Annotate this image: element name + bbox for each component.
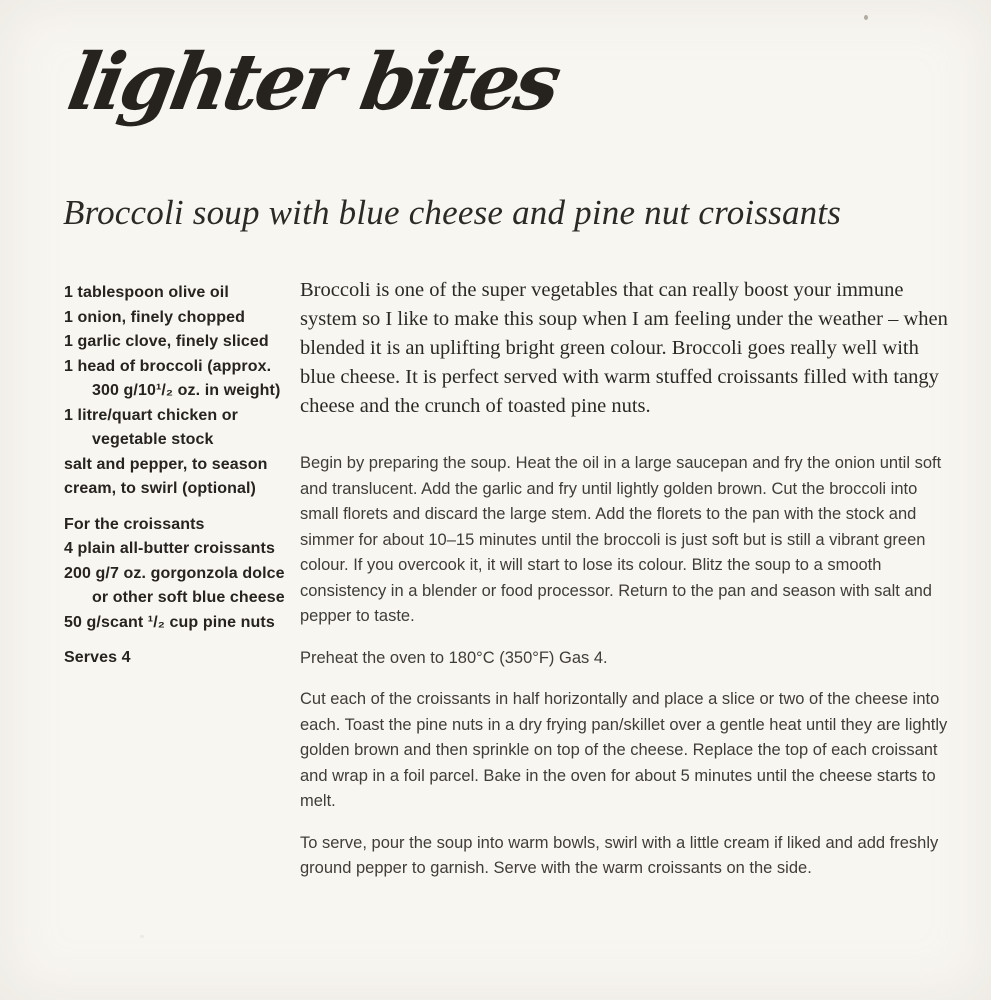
- method-paragraph: Begin by preparing the soup. Heat the oil in a large saucepan and fry the onion until soft and translucent. Add the garlic and fry until lightly golden brown. Cut the broccoli into small florets and discard the large stem. Add the florets to the pan with the stock and simmer for about 10–15 minutes until the broccoli is just soft but is still a vibrant green colour. If you overcook it, it will start to lose its colour. Blitz the soup to a smooth consistency in a blender or food processor. Return to the pan and season with salt and pepper to taste.: [300, 454, 942, 625]
- ingredient-item-continuation: 300 g/10¹/₂ oz. in weight): [92, 382, 281, 399]
- method-paragraph: Preheat the oven to 180°C (350°F) Gas 4.: [300, 648, 608, 667]
- ingredient-item: salt and pepper, to season: [64, 455, 268, 473]
- recipe-title: Broccoli soup with blue cheese and pine nut croissants: [63, 193, 842, 232]
- croissants-subheading: For the croissants: [64, 515, 205, 533]
- serves-label: Serves 4: [64, 649, 131, 666]
- ingredient-item: cream, to swirl (optional): [64, 480, 256, 497]
- ingredients-list: [64, 281, 300, 671]
- intro-paragraph: Broccoli is one of the super vegetables that can really boost your immune system so I like to make this soup when I am feeling under the weather – when blended it is an uplifting bright green colour. Broccoli goes really well with blue cheese. It is perfect served with warm stuffed croissants filled with tangy cheese and the crunch of toasted pine nuts.: [300, 279, 948, 417]
- ingredient-item: 1 head of broccoli (approx.: [64, 357, 272, 375]
- ingredient-item: 1 garlic clove, finely sliced: [64, 333, 269, 350]
- ingredient-item: 50 g/scant ¹/₂ cup pine nuts: [64, 613, 275, 631]
- ingredient-item-continuation: vegetable stock: [92, 431, 214, 448]
- ingredient-item: 1 litre/quart chicken or: [64, 406, 239, 424]
- scan-speck: [140, 935, 144, 938]
- scan-speck: [864, 15, 868, 20]
- method-paragraph: Cut each of the croissants in half horizontally and place a slice or two of the cheese into each. Toast the pine nuts in a dry frying pan/skillet over a gentle heat until they are lightly golden brown and then sprinkle on top of the cheese. Replace the top of each croissant and wrap in a foil parcel. Bake in the oven for about 5 minutes until the cheese starts to melt.: [300, 690, 948, 810]
- ingredient-item: 1 tablespoon olive oil: [64, 284, 229, 301]
- method-paragraph: To serve, pour the soup into warm bowls, swirl with a little cream if liked and add freshly ground pepper to garnish. Serve with the warm croissants on the side.: [300, 833, 939, 877]
- ingredient-item: 4 plain all-butter croissants: [64, 540, 275, 557]
- recipe-body-column: [300, 276, 952, 898]
- ingredient-item: 200 g/7 oz. gorgonzola dolce: [64, 564, 285, 582]
- ingredient-item: 1 onion, finely chopped: [64, 308, 245, 326]
- ingredient-item-continuation: or other soft blue cheese: [92, 589, 285, 606]
- section-header: lighter bites: [61, 37, 564, 128]
